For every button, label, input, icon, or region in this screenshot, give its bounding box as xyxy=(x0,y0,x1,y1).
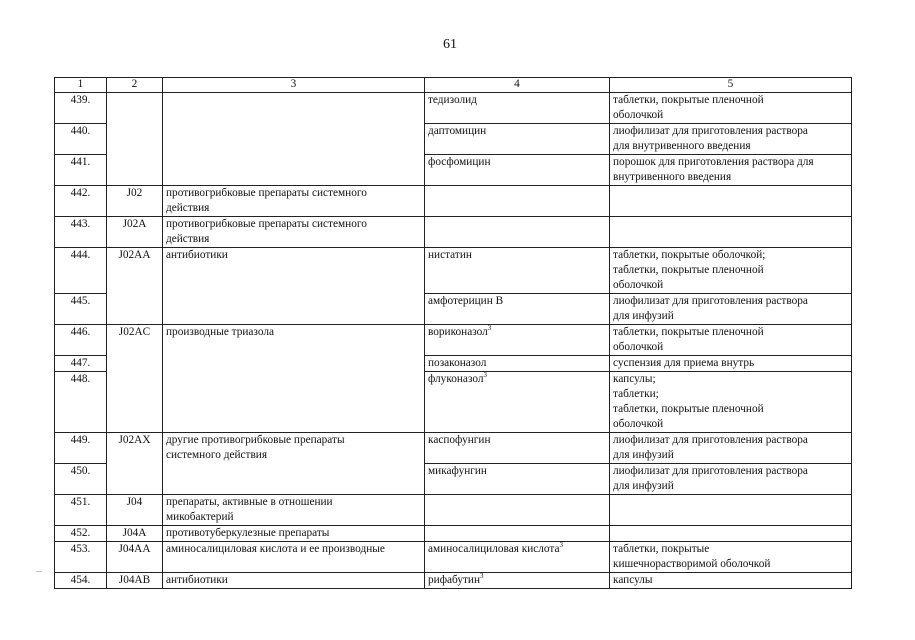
footnote-mark: 3 xyxy=(559,541,564,550)
drug-name: микафунгин xyxy=(425,464,610,495)
drug-name: рифабутин$^3$ xyxy=(425,573,610,589)
dosage-form-empty xyxy=(610,217,852,248)
table-row xyxy=(55,495,852,526)
group-name: антибиотики xyxy=(163,248,425,325)
atc-code-cell xyxy=(107,93,163,186)
dosage-form: лиофилизат для приготовления раствора для инфузий xyxy=(610,294,852,325)
row-number: 448. xyxy=(55,372,107,433)
table-row xyxy=(55,93,852,124)
row-number: 446. xyxy=(55,325,107,356)
drug-name: фосфомицин xyxy=(425,155,610,186)
dosage-form-empty xyxy=(610,495,852,526)
table-row xyxy=(55,526,852,542)
dosage-form-empty xyxy=(610,526,852,542)
group-name: противотуберкулезные препараты xyxy=(163,526,425,542)
atc-code: J04AB xyxy=(107,573,163,589)
dosage-form: порошок для приготовления раствора для внутривенного введения xyxy=(610,155,852,186)
group-name-cell xyxy=(163,93,425,186)
atc-code: J02 xyxy=(107,186,163,217)
table-row xyxy=(55,325,852,356)
col-header-3: 3 xyxy=(163,78,425,93)
dosage-form: капсулы xyxy=(610,573,852,589)
atc-code: J04A xyxy=(107,526,163,542)
footnote-mark: 3 xyxy=(480,572,484,581)
row-number: 452. xyxy=(55,526,107,542)
atc-code: J02AX xyxy=(107,433,163,495)
col-header-2: 2 xyxy=(107,78,163,93)
drug-name: позаконазол xyxy=(425,356,610,372)
row-number: 450. xyxy=(55,464,107,495)
drug-name: каспофунгин xyxy=(425,433,610,464)
drug-name: даптомицин xyxy=(425,124,610,155)
row-number: 454. xyxy=(55,573,107,589)
row-number: 441. xyxy=(55,155,107,186)
group-name: антибиотики xyxy=(163,573,425,589)
drug-name: аминосалициловая кислота$^3$ xyxy=(425,542,610,573)
row-number: 447. xyxy=(55,356,107,372)
drug-name: амфотерицин B xyxy=(425,294,610,325)
col-header-4: 4 xyxy=(425,78,610,93)
drug-name: вориконазол$^3$ xyxy=(425,325,610,356)
row-number: 442. xyxy=(55,186,107,217)
drug-name: нистатин xyxy=(425,248,610,294)
atc-code: J04 xyxy=(107,495,163,526)
atc-code: J02A xyxy=(107,217,163,248)
group-name: производные триазола xyxy=(163,325,425,433)
atc-code: J02AC xyxy=(107,325,163,433)
page-number: 61 xyxy=(443,37,457,52)
col-header-1: 1 xyxy=(55,78,107,93)
group-name: противогрибковые препараты системного действия xyxy=(163,186,425,217)
table-row xyxy=(55,186,852,217)
dosage-form: лиофилизат для приготовления раствора для инфузий xyxy=(610,464,852,495)
drug-name: тедизолид xyxy=(425,93,610,124)
row-number: 443. xyxy=(55,217,107,248)
drug-name-empty xyxy=(425,186,610,217)
row-number: 439. xyxy=(55,93,107,124)
group-name: препараты, активные в отношении микобактерий xyxy=(163,495,425,526)
row-number: 444. xyxy=(55,248,107,294)
table-row xyxy=(55,433,852,464)
row-number: 453. xyxy=(55,542,107,573)
table-row xyxy=(55,542,852,573)
group-name: аминосалициловая кислота и ее производные xyxy=(163,542,425,573)
group-name: противогрибковые препараты системного действия xyxy=(163,217,425,248)
row-number: 445. xyxy=(55,294,107,325)
row-number: 449. xyxy=(55,433,107,464)
dosage-form: таблетки, покрытые пленочной оболочкой xyxy=(610,325,852,356)
col-header-5: 5 xyxy=(610,78,852,93)
row-number: 440. xyxy=(55,124,107,155)
drug-name-empty xyxy=(425,526,610,542)
drug-name: флуконазол$^3$ xyxy=(425,372,610,433)
row-number: 451. xyxy=(55,495,107,526)
dosage-form: лиофилизат для приготовления раствора для инфузий xyxy=(610,433,852,464)
dosage-form: таблетки, покрытые пленочной оболочкой xyxy=(610,93,852,124)
footnote-mark: 3 xyxy=(487,324,492,333)
table-row xyxy=(55,217,852,248)
footnote-mark: 3 xyxy=(483,371,487,380)
dosage-form: таблетки, покрытые оболочкой; таблетки, покрытые пленочной оболочкой xyxy=(610,248,852,294)
table-row xyxy=(55,573,852,589)
atc-code: J02AA xyxy=(107,248,163,325)
dosage-form: лиофилизат для приготовления раствора для внутривенного введения xyxy=(610,124,852,155)
table-header-row xyxy=(55,78,852,93)
drug-list-table xyxy=(54,77,852,589)
atc-code: J04AA xyxy=(107,542,163,573)
scan-artifact-mark xyxy=(36,571,42,572)
dosage-form-empty xyxy=(610,186,852,217)
dosage-form: таблетки, покрытые кишечнорастворимой оболочкой xyxy=(610,542,852,573)
dosage-form: капсулы; таблетки; таблетки, покрытые пленочной оболочкой xyxy=(610,372,852,433)
dosage-form: суспензия для приема внутрь xyxy=(610,356,852,372)
drug-name-empty xyxy=(425,217,610,248)
drug-name-empty xyxy=(425,495,610,526)
table-row xyxy=(55,248,852,294)
group-name: другие противогрибковые препараты системного действия xyxy=(163,433,425,495)
